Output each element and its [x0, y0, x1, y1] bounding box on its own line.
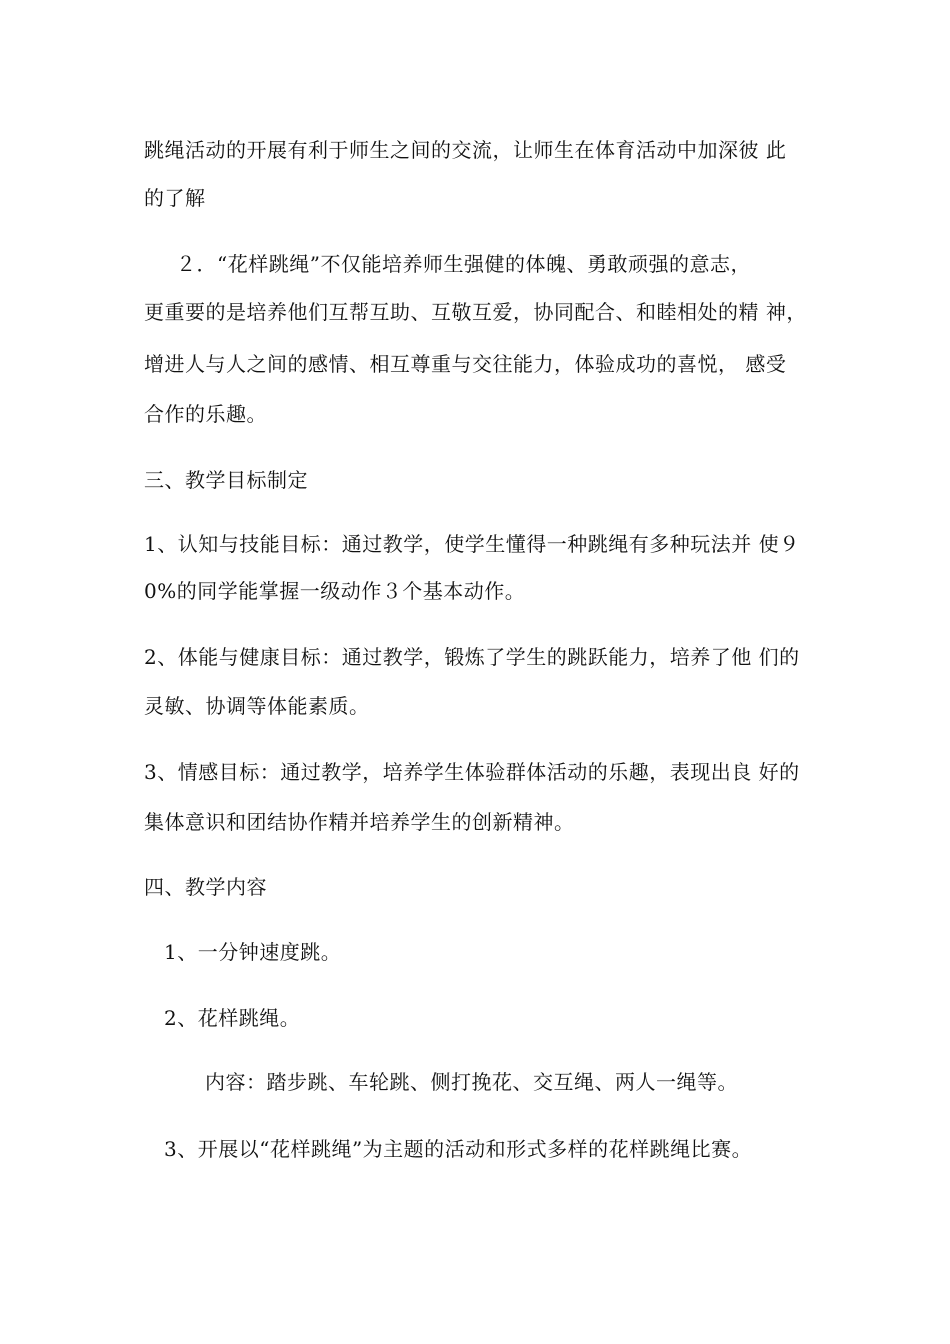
- paragraph-1-line-1: 跳绳活动的开展有利于师生之间的交流，让师生在体育活动中加深彼 此: [144, 138, 787, 162]
- paragraph-2-line-2: 更重要的是培养他们互帮互助、互敬互爱，协同配合、和睦相处的精 神，: [144, 300, 807, 324]
- section-3-heading: 三、教学目标制定: [144, 468, 308, 492]
- goal-2-line-2: 灵敏、协调等体能素质。: [144, 694, 370, 718]
- paragraph-1-line-2: 的了解: [144, 186, 206, 210]
- section-4-heading: 四、教学内容: [144, 875, 267, 899]
- paragraph-2-line-4: 合作的乐趣。: [144, 402, 267, 426]
- content-item-3: 3、开展以“花样跳绳”为主题的活动和形式多样的花样跳绳比赛。: [164, 1137, 753, 1161]
- content-item-2-detail: 内容：踏步跳、车轮跳、侧打挽花、交互绳、两人一绳等。: [205, 1070, 738, 1094]
- goal-3-line-1: 3、情感目标：通过教学，培养学生体验群体活动的乐趣，表现出良 好的: [144, 760, 800, 784]
- content-item-1: 1、一分钟速度跳。: [164, 940, 342, 964]
- goal-1-line-2: 0%的同学能掌握一级动作３个基本动作。: [144, 579, 526, 603]
- goal-2-line-1: 2、体能与健康目标：通过教学，锻炼了学生的跳跃能力，培养了他 们的: [144, 645, 800, 669]
- paragraph-2-line-3: 增进人与人之间的感情、相互尊重与交往能力，体验成功的喜悦， 感受: [144, 352, 787, 376]
- goal-3-line-2: 集体意识和团结协作精并培养学生的创新精神。: [144, 810, 575, 834]
- content-item-2: 2、花样跳绳。: [164, 1006, 301, 1030]
- goal-1-line-1: 1、认知与技能目标：通过教学，使学生懂得一种跳绳有多种玩法并 使９: [144, 532, 800, 556]
- paragraph-2-line-1: ２．“花样跳绳”不仅能培养师生强健的体魄、勇敢顽强的意志，: [176, 252, 751, 276]
